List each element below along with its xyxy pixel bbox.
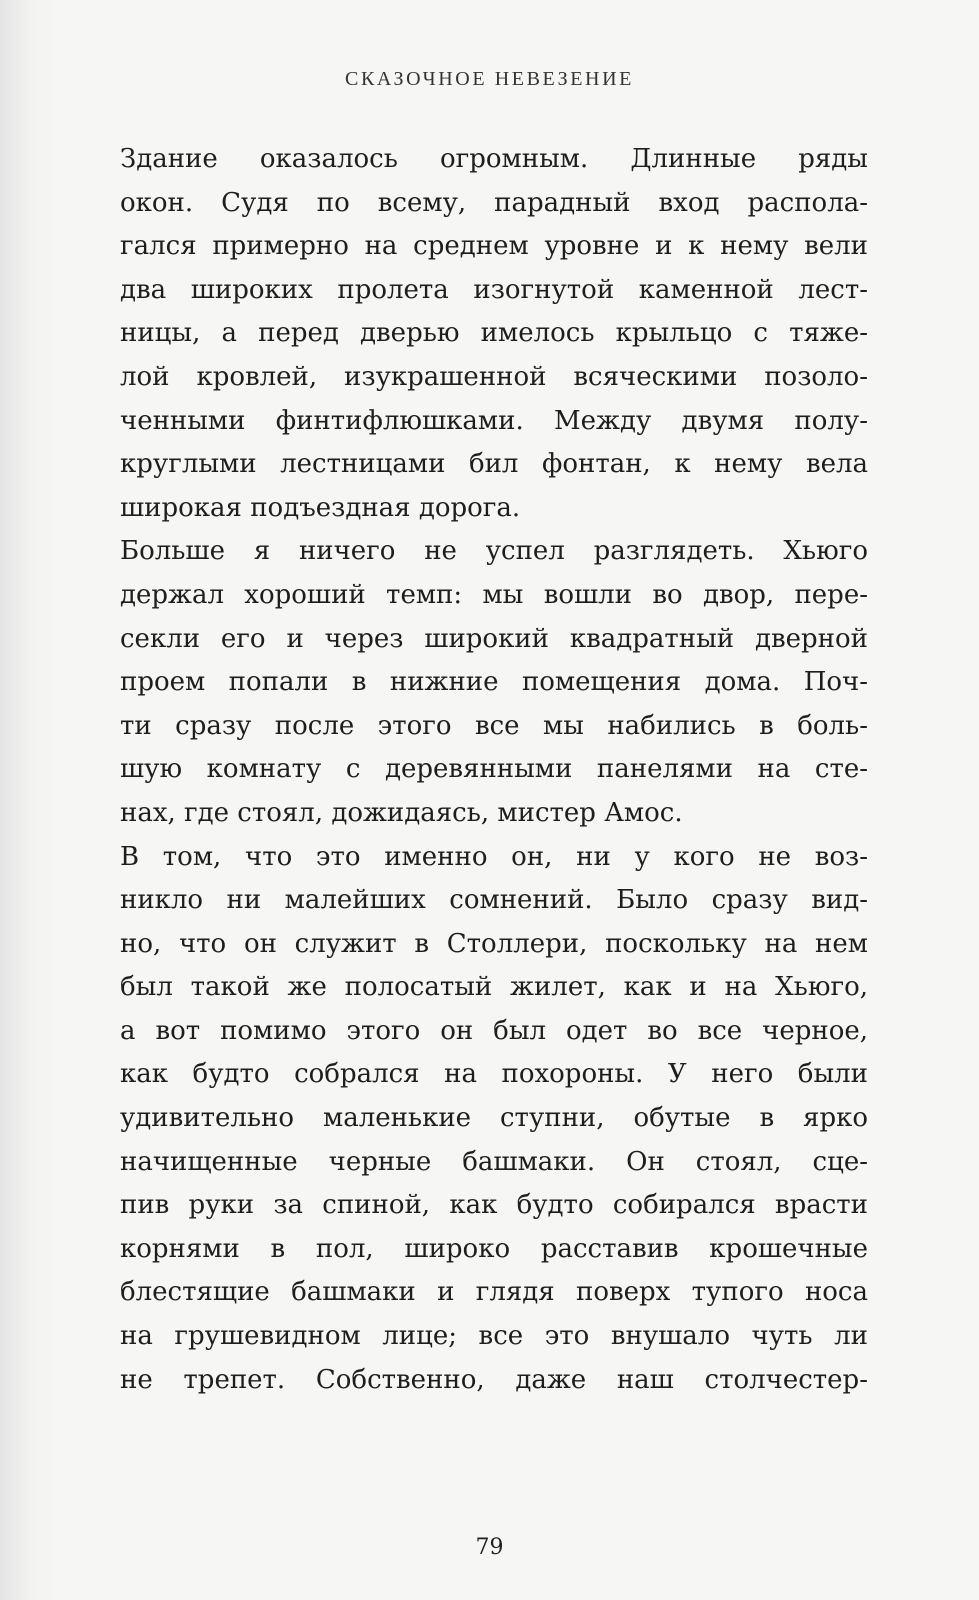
text-line: Здание оказалось огромным. Длинные ряды [120,144,868,174]
text-line: но, что он служит в Столлери, поскольку на нем [120,928,868,959]
text-line: два широких пролета изогнутой каменной лест- [120,274,868,305]
text-line: блестящие башмаки и глядя поверх тупого носа [120,1277,868,1308]
text-line: В том, что это именно он, ни у кого не воз- [120,841,868,872]
text-line: а вот помимо этого он был одет во все черное, [120,1015,868,1046]
running-title: СКАЗОЧНОЕ НЕВЕЗЕНИЕ [345,68,634,90]
text-line: никло ни малейших сомнений. Было сразу вид- [120,885,868,916]
text-line: окон. Судя по всему, парадный вход распола- [120,187,868,218]
text-line: на грушевидном лице; все это внушало чуть ли [120,1321,868,1352]
text-line: удивительно маленькие ступни, обутые в ярко [120,1103,868,1134]
text-line: секли его и через широкий квадратный дверной [120,623,868,654]
text-line: гался примерно на среднем уровне и к нему вели [120,231,868,262]
text-line: не трепет. Собственно, даже наш столчестер- [120,1364,868,1395]
text-line: корнями в пол, широко расставив крошечные [120,1233,868,1264]
text-line: ти сразу после этого все мы набились в боль- [120,710,868,741]
text-line: пив руки за спиной, как будто собирался врасти [120,1190,868,1221]
text-line: Больше я ничего не успел разглядеть. Хьюго [120,536,868,567]
text-line: широкая подъездная дорога. [120,492,521,523]
text-line: был такой же полосатый жилет, как и на Хьюго, [120,972,868,1003]
text-line: нах, где стоял, дожидаясь, мистер Амос. [120,797,683,828]
text-line: ницы, а перед дверью имелось крыльцо с тяже- [120,318,868,349]
page-number: 79 [475,1535,504,1560]
text-line: шую комнату с деревянными панелями на сте- [120,754,868,785]
text-line: лой кровлей, изукрашенной всяческими позоло- [120,361,868,392]
text-line: круглыми лестницами бил фонтан, к нему вела [120,449,868,480]
body-text [120,138,868,1402]
text-line: начищенные черные башмаки. Он стоял, сце- [120,1146,868,1177]
text-line: как будто собрался на похороны. У него были [120,1059,868,1090]
text-line: проем попали в нижние помещения дома. Поч- [120,667,868,698]
text-line: держал хороший темп: мы вошли во двор, пере- [120,579,868,610]
text-line: ченными финтифлюшками. Между двумя полу- [120,405,868,436]
